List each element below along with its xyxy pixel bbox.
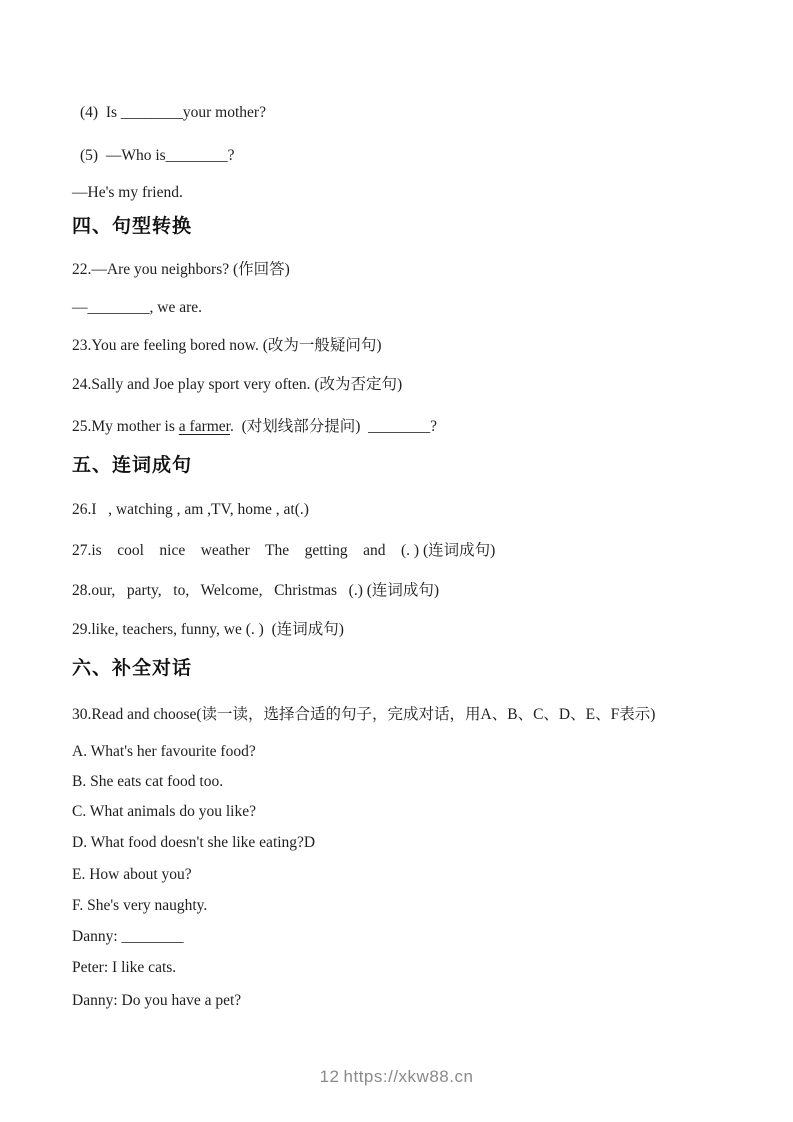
option-e: E. How about you? xyxy=(72,866,192,883)
question-29: 29.like, teachers, funny, we (. ) (连词成句) xyxy=(72,621,344,638)
option-d: D. What food doesn't she like eating?D xyxy=(72,834,316,851)
question-26: 26.I , watching , am ,TV, home , at(.) xyxy=(72,501,309,518)
option-a: A. What's her favourite food? xyxy=(72,743,256,760)
footer-url: https://xkw88.cn xyxy=(343,1067,474,1086)
question-25-suffix: . (对划线部分提问) ________? xyxy=(229,418,438,435)
section-heading-complete-dialogue: 六、补全对话 xyxy=(72,658,193,679)
question-30: 30.Read and choose(读一读，选择合适的句子，完成对话，用A、B、C、D、E、F表示) xyxy=(72,706,656,723)
question-27: 27.is cool nice weather The getting and (. ) (连词成句) xyxy=(72,542,496,559)
option-f: F. She's very naughty. xyxy=(72,897,208,914)
question-25-underlined-phrase: a farmer xyxy=(178,418,230,435)
question-22: 22.—Are you neighbors? (作回答) xyxy=(72,261,290,278)
dialogue-line-danny-1: Danny: ________ xyxy=(72,928,184,945)
question-5-answer: —He's my friend. xyxy=(72,184,183,201)
question-28: 28.our, party, to, Welcome, Christmas (.) (连词成句) xyxy=(72,582,440,599)
dialogue-line-peter-1: Peter: I like cats. xyxy=(72,959,177,976)
question-25-prefix: 25.My mother is xyxy=(72,418,179,435)
question-24: 24.Sally and Joe play sport very often. (改为否定句) xyxy=(72,376,403,393)
page-footer xyxy=(0,1067,793,1087)
question-22-answer-blank: —________, we are. xyxy=(72,299,202,316)
question-4: (4) Is ________your mother? xyxy=(80,104,266,121)
option-c: C. What animals do you like? xyxy=(72,803,256,820)
section-heading-make-sentences: 五、连词成句 xyxy=(72,455,193,476)
question-25 xyxy=(72,417,733,436)
footer-page-number: 12 xyxy=(319,1067,340,1086)
question-23: 23.You are feeling bored now. (改为一般疑问句) xyxy=(72,337,382,354)
question-5: (5) —Who is________? xyxy=(80,147,235,164)
option-b: B. She eats cat food too. xyxy=(72,773,224,790)
dialogue-line-danny-2: Danny: Do you have a pet? xyxy=(72,992,242,1009)
section-heading-sentence-transformation: 四、句型转换 xyxy=(72,216,193,237)
